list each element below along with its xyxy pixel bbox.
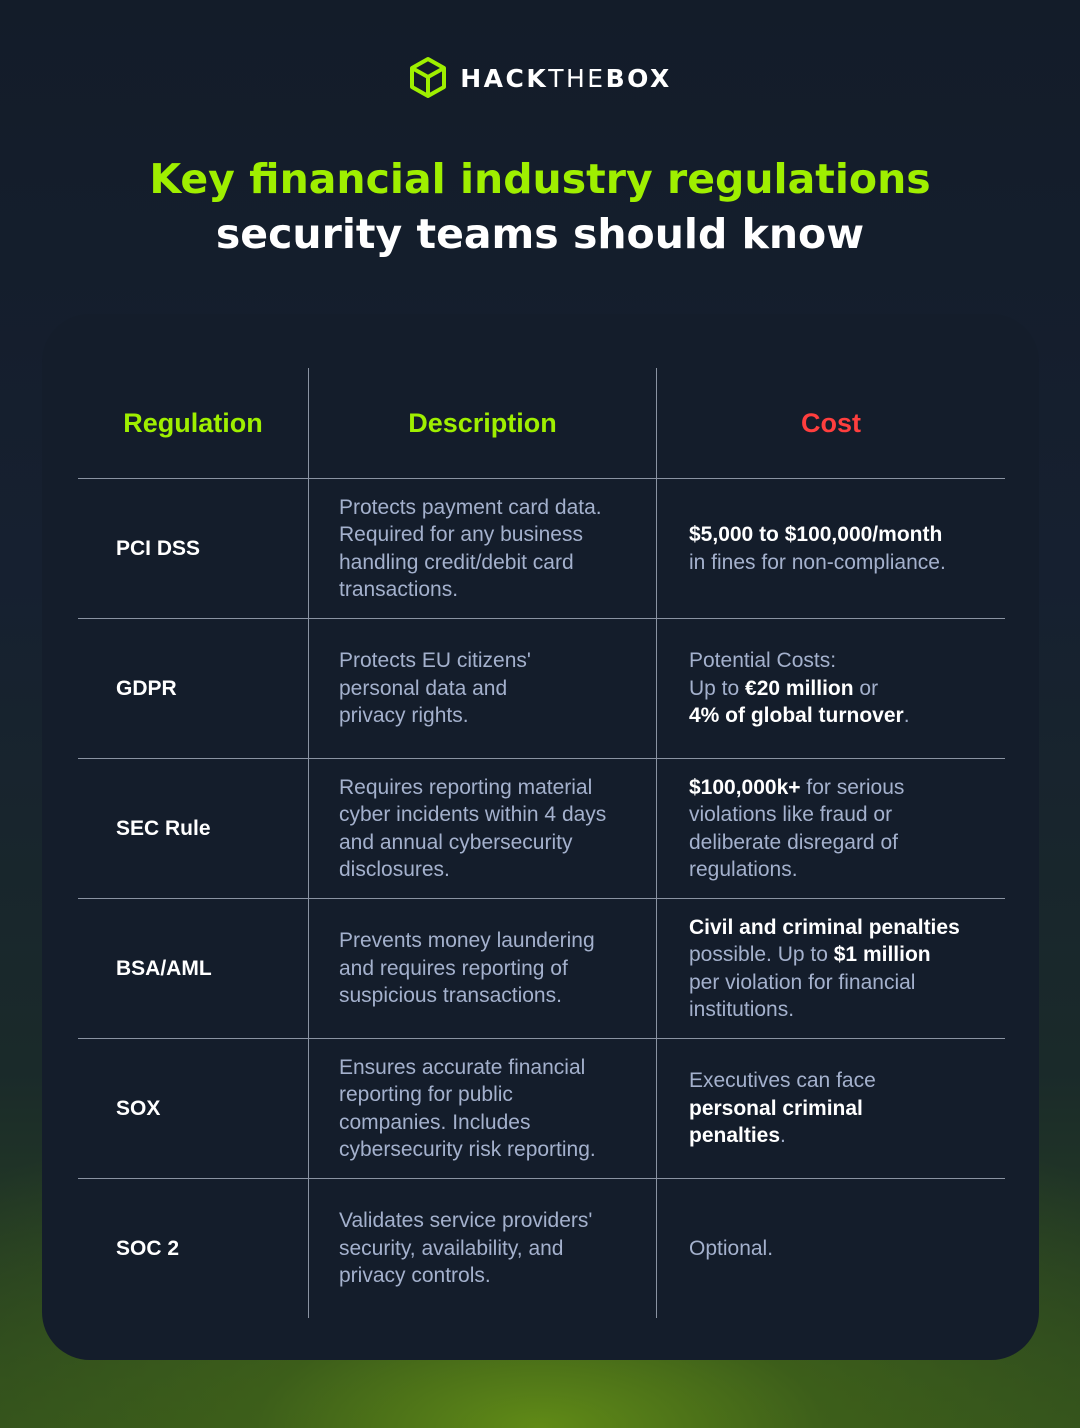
cost-text: or [853, 676, 879, 700]
table-row [78, 618, 1005, 758]
cost-cell [656, 619, 1005, 758]
description-line: handling credit/debit card [339, 550, 574, 574]
regulation-name: SOX [116, 1096, 161, 1120]
cost-line: in fines for non-compliance. [689, 550, 946, 574]
brand-name-part: BOX [605, 63, 672, 93]
description-line: Prevents money laundering [339, 929, 595, 953]
description-line: Ensures accurate financial [339, 1055, 586, 1079]
page-title [0, 152, 1080, 262]
cost-line: deliberate disregard of [689, 830, 898, 854]
header-cell [308, 368, 656, 478]
cost-cell [656, 1179, 1005, 1318]
description-line: cybersecurity risk reporting. [339, 1138, 596, 1161]
cost-line [689, 521, 995, 549]
cost-emphasis: $1 million [833, 943, 931, 966]
regulation-name: SOC 2 [116, 1236, 180, 1260]
table-header-row [78, 368, 1005, 478]
description-cell [308, 619, 656, 758]
header-description: Description [408, 407, 557, 438]
cost-line: regulations. [689, 858, 798, 881]
regulation-cell [78, 899, 308, 1038]
cost-cell [656, 479, 1005, 618]
description-line: disclosures. [339, 858, 450, 881]
description-line: reporting for public [339, 1083, 513, 1106]
cost-emphasis: €20 million [745, 676, 854, 700]
cost-cell [656, 899, 1005, 1038]
cost-text: possible. Up to [689, 943, 834, 966]
brand-name-part: HACK [460, 63, 549, 93]
cost-line: Potential Costs: [689, 649, 837, 673]
description-line: Protects EU citizens' [339, 649, 531, 673]
description-line: and annual cybersecurity [339, 830, 573, 854]
cost-line: per violation for financial [689, 970, 916, 994]
header-cell [656, 368, 1005, 478]
table-row [78, 1178, 1005, 1318]
description-line: Validates service providers' [339, 1209, 593, 1233]
title-line-2: security teams should know [215, 210, 865, 258]
cost-line [689, 774, 995, 802]
cost-emphasis: personal criminal [689, 1096, 863, 1120]
description-line: Protects payment card data. [339, 495, 602, 519]
description-cell [308, 479, 656, 618]
title-line-1: Key financial industry regulations [149, 155, 931, 203]
cost-emphasis: penalties [689, 1124, 781, 1148]
header-regulation: Regulation [123, 407, 263, 438]
description-line: privacy controls. [339, 1264, 491, 1288]
brand-logo [0, 56, 1080, 100]
cost-line [689, 941, 995, 969]
regulation-cell [78, 759, 308, 898]
description-cell [308, 899, 656, 1038]
regulation-name: GDPR [116, 676, 177, 700]
cost-text: . [903, 704, 910, 728]
description-line: privacy rights. [339, 704, 469, 728]
cost-cell [656, 759, 1005, 898]
description-line: personal data and [339, 676, 508, 700]
cost-line [689, 702, 995, 730]
description-line: and requires reporting of [339, 956, 568, 980]
cost-emphasis: $5,000 to $100,000/month [689, 523, 943, 546]
regulation-cell [78, 619, 308, 758]
description-line: security, availability, and [339, 1236, 564, 1260]
header-cell [78, 368, 308, 478]
description-line: cyber incidents within 4 days [339, 803, 607, 826]
description-line: suspicious transactions. [339, 984, 562, 1008]
regulation-name: SEC Rule [116, 816, 211, 840]
regulation-name: BSA/AML [116, 956, 212, 980]
description-line: companies. Includes [339, 1110, 531, 1134]
cube-icon [408, 56, 448, 100]
table-row [78, 898, 1005, 1038]
cost-text: for serious [800, 775, 905, 799]
cost-emphasis: $100,000k+ [689, 775, 801, 799]
regulation-name: PCI DSS [116, 536, 201, 560]
cost-line: violations like fraud or [689, 803, 893, 826]
cost-cell [656, 1039, 1005, 1178]
cost-emphasis: 4% of global turnover [689, 704, 904, 728]
table-row [78, 478, 1005, 618]
table-row [78, 758, 1005, 898]
brand-name-part: THE [548, 63, 606, 93]
cost-line [689, 675, 995, 703]
description-cell [308, 1039, 656, 1178]
description-cell [308, 1179, 656, 1318]
cost-line [689, 914, 995, 942]
regulation-cell [78, 1039, 308, 1178]
description-line: transactions. [339, 578, 459, 601]
cost-emphasis: Civil and criminal penalties [689, 915, 960, 939]
description-line: Required for any business [339, 523, 583, 546]
table-row [78, 1038, 1005, 1178]
regulation-cell [78, 1179, 308, 1318]
cost-text: Up to [689, 676, 746, 700]
cost-line [689, 1122, 995, 1150]
regulation-cell [78, 479, 308, 618]
regulations-table [78, 368, 1005, 1318]
description-line: Requires reporting material [339, 775, 593, 799]
brand-wordmark [460, 64, 672, 93]
cost-line: Executives can face [689, 1069, 876, 1093]
cost-line: Optional. [689, 1236, 774, 1260]
description-cell [308, 759, 656, 898]
header-cost: Cost [801, 407, 861, 438]
cost-line: institutions. [689, 998, 795, 1021]
cost-line [689, 1095, 995, 1123]
cost-text: . [780, 1124, 786, 1148]
